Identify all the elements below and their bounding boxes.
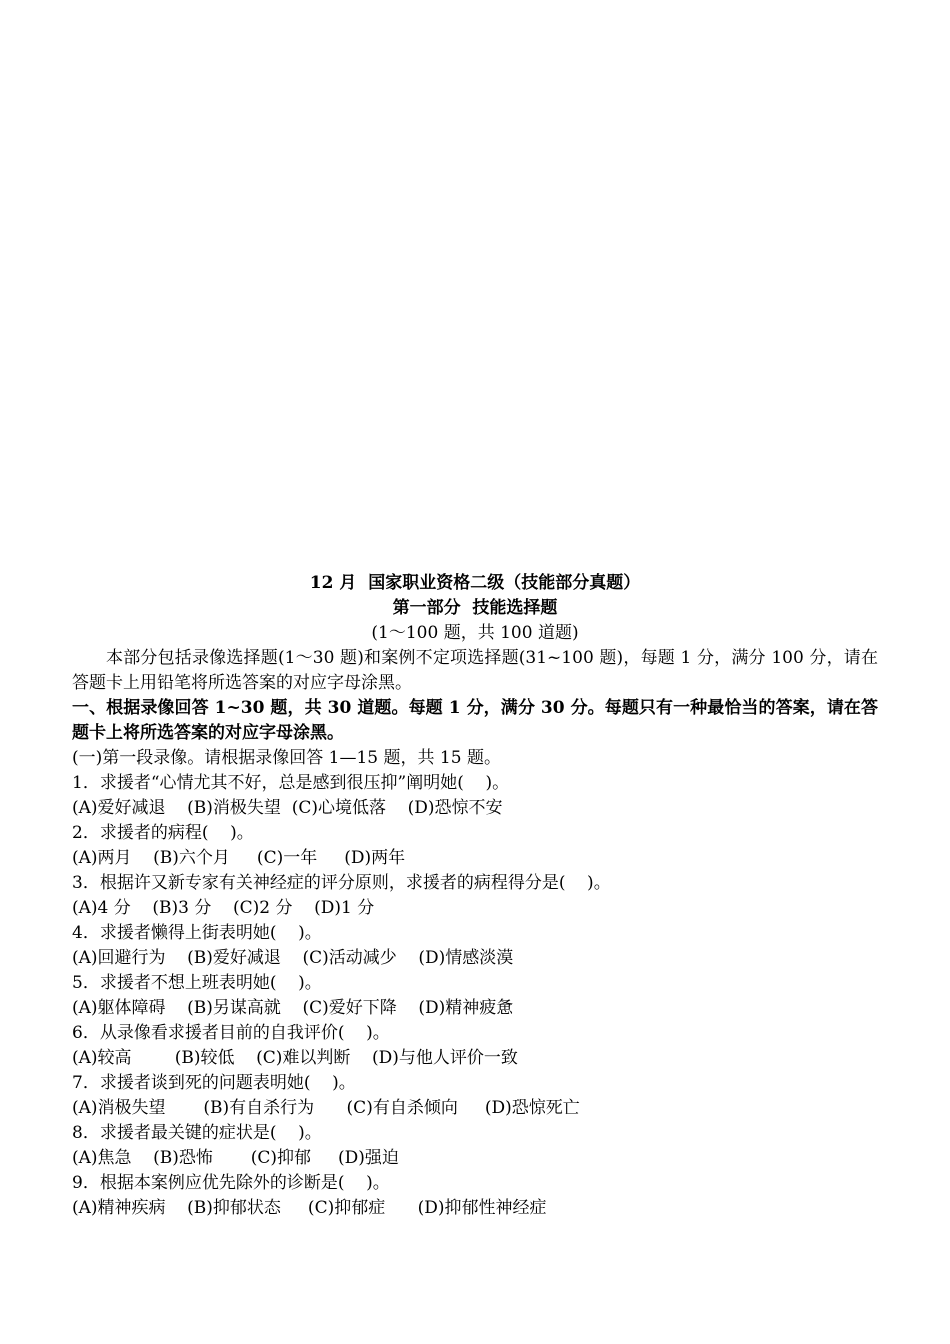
question-options: (A)精神疾病 (B)抑郁状态 (C)抑郁症 (D)抑郁性神经症 <box>72 1198 547 1218</box>
question-options: (A)较高 (B)较低 (C)难以判断 (D)与他人评价一致 <box>72 1048 518 1068</box>
part-title: 第一部分 技能选择题 <box>392 598 558 618</box>
question-options: (A)两月 (B)六个月 (C)一年 (D)两年 <box>72 848 406 868</box>
question-options: (A)回避行为 (B)爱好减退 (C)活动减少 (D)情感淡漠 <box>72 948 514 968</box>
intro-paragraph: 本部分包括录像选择题(1～30 题)和案例不定项选择题(31~100 题)，每题 1 分，满分 100 分，请在答题卡上用铅笔将所选答案的对应字母涂黑。 <box>72 648 878 693</box>
section-heading: 一、根据录像回答 1~30 题，共 30 道题。每题 1 分，满分 30 分。每题只有一种最恰当的答案，请在答题卡上将所选答案的对应字母涂黑。 <box>72 698 878 743</box>
question-stem: 1．求援者“心情尤其不好，总是感到很压抑”阐明她( )。 <box>72 773 510 793</box>
question-stem: 3．根据许又新专家有关神经症的评分原则，求援者的病程得分是( )。 <box>72 873 611 893</box>
range-note: (1～100 题，共 100 道题) <box>371 623 579 643</box>
question-options: (A)爱好减退 (B)消极失望 (C)心境低落 (D)恐惊不安 <box>72 798 503 818</box>
question-options: (A)4 分 (B)3 分 (C)2 分 (D)1 分 <box>72 898 375 918</box>
question-stem: 5．求援者不想上班表明她( )。 <box>72 973 322 993</box>
subsection-heading: (一)第一段录像。请根据录像回答 1—15 题，共 15 题。 <box>72 748 501 768</box>
document-body <box>72 571 878 1221</box>
question-options: (A)消极失望 (B)有自杀行为 (C)有自杀倾向 (D)恐惊死亡 <box>72 1098 580 1118</box>
question-stem: 6．从录像看求援者目前的自我评价( )。 <box>72 1023 390 1043</box>
question-options: (A)躯体障碍 (B)另谋高就 (C)爱好下降 (D)精神疲惫 <box>72 998 514 1018</box>
question-stem: 2．求援者的病程( )。 <box>72 823 254 843</box>
question-stem: 9．根据本案例应优先除外的诊断是( )。 <box>72 1173 390 1193</box>
question-stem: 7．求援者谈到死的问题表明她( )。 <box>72 1073 356 1093</box>
document-title: 12 月 国家职业资格二级（技能部分真题） <box>309 573 641 593</box>
question-stem: 8．求援者最关键的症状是( )。 <box>72 1123 322 1143</box>
question-options: (A)焦急 (B)恐怖 (C)抑郁 (D)强迫 <box>72 1148 399 1168</box>
question-stem: 4．求援者懒得上街表明她( )。 <box>72 923 322 943</box>
